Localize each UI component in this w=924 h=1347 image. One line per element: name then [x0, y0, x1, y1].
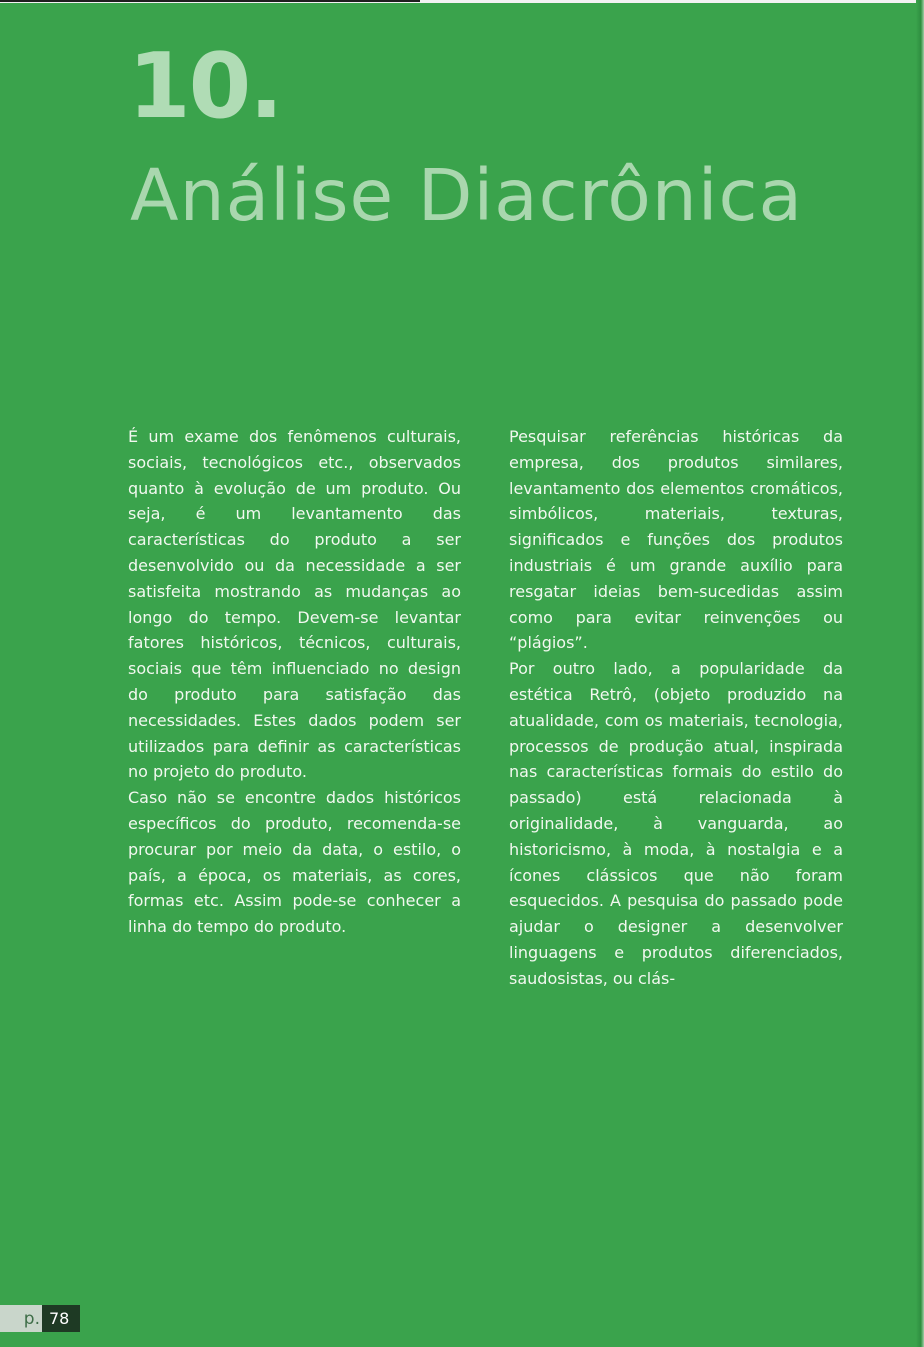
- right-text-column: [509, 424, 843, 992]
- page-number-tag: [0, 1305, 80, 1332]
- paragraph: É um exame dos fenômenos culturais, sociais, tecnológicos etc., observados quanto à evolução de um produto. Ou seja, é um levantamento das características do produto a ser desenvolvido ou da necessidade a ser satisfeita mostrando as mudanças ao longo do tempo. Devem-se levantar fatores históricos, técnicos, culturais, sociais que têm influenciado no design do produto para satisfação das necessidades. Estes dados podem ser utilizados para definir as características no projeto do produto.: [128, 427, 461, 782]
- page-prefix: p.: [0, 1305, 42, 1332]
- chapter-title: Análise Diacrônica: [130, 154, 804, 237]
- page-number: 78: [49, 1309, 70, 1328]
- paragraph: Por outro lado, a popularidade da estética Retrô, (objeto produzido na atualidade, com os materiais, tecnologia, processos de produção atual, inspirada nas características formais do estilo do passado) está relacionada à originalidade, à vanguarda, ao historicismo, à moda, à nostalgia e a ícones clássicos que não foram esquecidos. A pesquisa do passado pode ajudar o designer a desenvolver linguagens e produtos diferenciados, saudosistas, ou clás-: [509, 659, 843, 988]
- page-right-edge: [916, 0, 924, 1347]
- top-rule: [0, 0, 420, 2]
- chapter-number: 10.: [128, 34, 282, 139]
- left-text-column: [128, 424, 461, 940]
- paragraph: Caso não se encontre dados históricos específicos do produto, recomenda-se procurar por meio da data, o estilo, o país, a época, os materiais, as cores, formas etc. Assim pode-se conhecer a linha do tempo do produto.: [128, 788, 461, 937]
- paragraph: Pesquisar referências históricas da empresa, dos produtos similares, levantamento dos elementos cromáticos, simbólicos, materiais, texturas, significados e funções dos produtos industriais é um grande auxílio para resgatar ideias bem-sucedidas assim como para evitar reinvenções ou “plágios”.: [509, 427, 843, 653]
